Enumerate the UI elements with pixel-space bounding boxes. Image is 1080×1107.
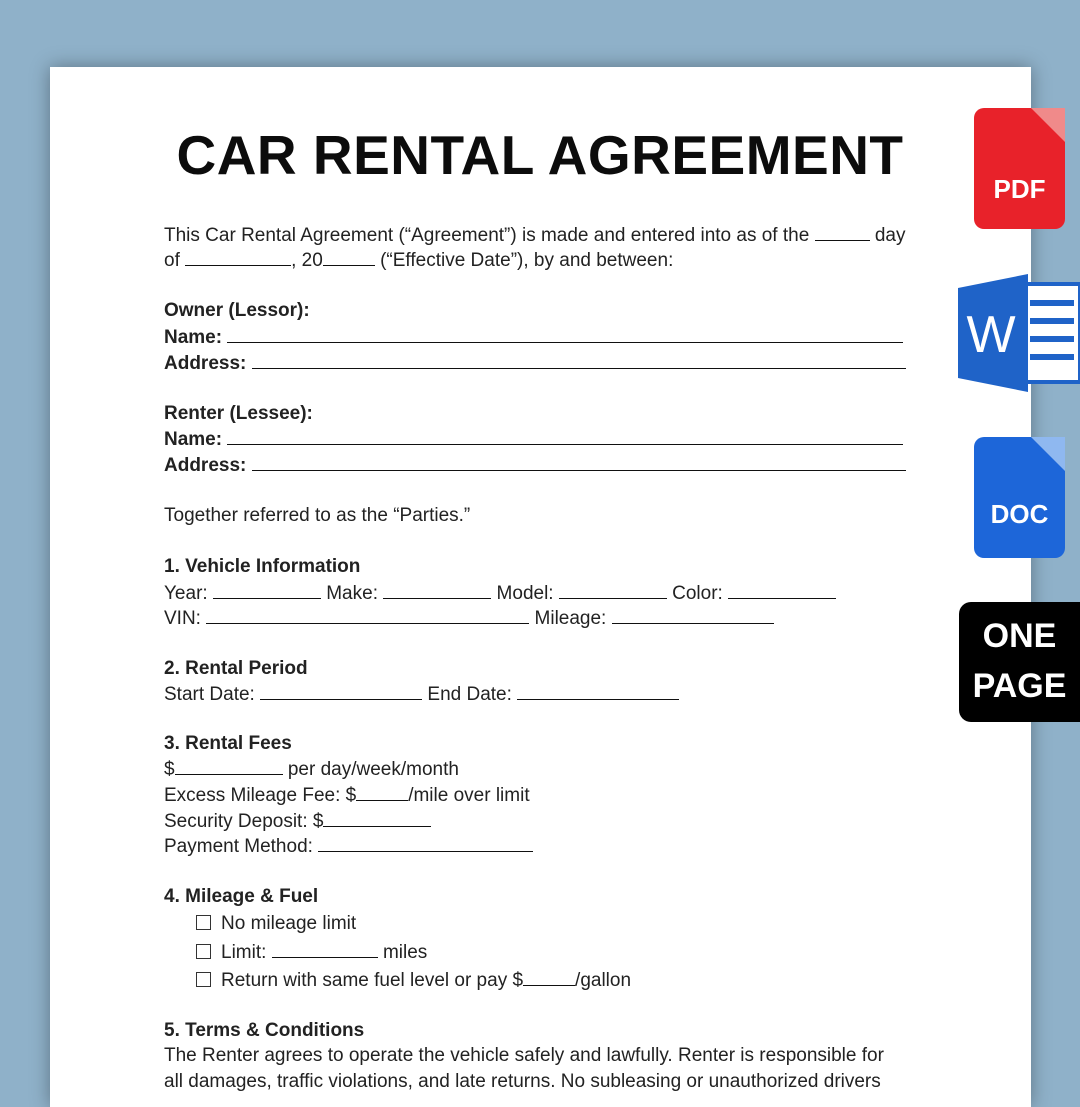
intro-line-2 (164, 249, 673, 272)
vin-field[interactable] (206, 607, 529, 624)
color-field[interactable] (728, 582, 836, 599)
month-blank[interactable] (185, 249, 291, 266)
word-file-icon (958, 274, 1080, 392)
one-page-line-2: PAGE (972, 667, 1067, 705)
year-blank[interactable] (323, 249, 375, 266)
payment-field[interactable] (318, 835, 533, 852)
option-label: No mileage limit (221, 913, 357, 934)
page-fold (1031, 108, 1065, 142)
start-date-label: Start Date: (164, 684, 255, 705)
renter-address-field[interactable] (252, 454, 906, 471)
deposit-label: Security Deposit: $ (164, 811, 324, 832)
rate-row (164, 758, 459, 781)
owner-name-label: Name: (164, 327, 223, 348)
period-row (164, 683, 679, 706)
doc-file-icon (974, 437, 1065, 558)
rate-field[interactable] (175, 758, 283, 775)
excess-label: Excess Mileage Fee: $ (164, 785, 357, 806)
model-label: Model: (496, 583, 554, 604)
terms-heading: 5. Terms & Conditions (164, 1020, 365, 1041)
intro-text: day (869, 225, 906, 246)
fees-heading: 3. Rental Fees (164, 733, 292, 754)
word-label: W (966, 306, 1016, 364)
doc-label: DOC (990, 499, 1049, 529)
checkbox-icon[interactable] (196, 972, 211, 987)
owner-address-field[interactable] (252, 352, 906, 369)
option-suffix: /gallon (575, 970, 632, 991)
excess-field[interactable] (356, 784, 408, 801)
option-label: Return with same fuel level or pay $ (221, 970, 524, 991)
owner-address-label: Address: (164, 353, 247, 374)
make-label: Make: (326, 583, 378, 604)
vehicle-heading: 1. Vehicle Information (164, 556, 361, 577)
renter-name-field[interactable] (227, 428, 903, 445)
document-title: CAR RENTAL AGREEMENT (176, 124, 904, 186)
vin-label: VIN: (164, 608, 201, 629)
checkbox-icon[interactable] (196, 944, 211, 959)
deposit-field[interactable] (323, 810, 431, 827)
end-date-field[interactable] (517, 683, 679, 700)
terms-line-1: The Renter agrees to operate the vehicle safely and lawfully. Renter is responsible for (164, 1045, 884, 1066)
checkbox-icon[interactable] (196, 915, 211, 930)
rate-prefix: $ (164, 759, 175, 780)
owner-heading: Owner (Lessor): (164, 300, 310, 321)
one-page-line-1: ONE (982, 617, 1057, 655)
year-field[interactable] (213, 582, 321, 599)
period-heading: 2. Rental Period (164, 658, 308, 679)
year-label: Year: (164, 583, 208, 604)
deposit-row (164, 810, 431, 833)
renter-address-row (164, 454, 906, 477)
renter-name-label: Name: (164, 429, 223, 450)
mileage-field[interactable] (612, 607, 774, 624)
intro-text: This Car Rental Agreement (“Agreement”) is made and entered into as of the (164, 225, 815, 246)
owner-name-row (164, 326, 903, 349)
vehicle-row-1 (164, 582, 836, 605)
mileage-label: Mileage: (534, 608, 607, 629)
vehicle-row-2 (164, 607, 774, 630)
start-date-field[interactable] (260, 683, 422, 700)
payment-row (164, 835, 533, 858)
intro-line-1 (164, 224, 905, 247)
renter-name-row (164, 428, 903, 451)
intro-text: of (164, 250, 186, 271)
intro-text: , 20 (291, 250, 323, 271)
make-field[interactable] (383, 582, 491, 599)
renter-heading: Renter (Lessee): (164, 403, 313, 424)
excess-suffix: /mile over limit (408, 785, 530, 806)
color-label: Color: (672, 583, 723, 604)
rate-suffix: per day/week/month (282, 759, 459, 780)
end-date-label: End Date: (427, 684, 512, 705)
pdf-file-icon (974, 108, 1065, 229)
option-label: Limit: (221, 942, 272, 963)
renter-address-label: Address: (164, 455, 247, 476)
excess-row (164, 784, 530, 807)
day-blank[interactable] (815, 224, 870, 241)
option-suffix: miles (377, 942, 428, 963)
limit-field[interactable] (272, 941, 378, 958)
parties-text: Together referred to as the “Parties.” (164, 505, 471, 526)
mileage-fuel-heading: 4. Mileage & Fuel (164, 886, 319, 907)
page-fold (1031, 437, 1065, 471)
model-field[interactable] (559, 582, 667, 599)
terms-line-2: all damages, traffic violations, and late returns. No subleasing or unauthorized drivers (164, 1071, 881, 1092)
owner-name-field[interactable] (227, 326, 903, 343)
pdf-label: PDF (993, 174, 1046, 204)
option-limit (196, 941, 427, 964)
payment-label: Payment Method: (164, 836, 319, 857)
option-fuel (196, 969, 631, 992)
one-page-badge (959, 602, 1080, 722)
intro-text: (“Effective Date”), by and between: (374, 250, 674, 271)
option-no-limit (196, 913, 356, 935)
owner-address-row (164, 352, 906, 375)
fuel-price-field[interactable] (523, 969, 575, 986)
